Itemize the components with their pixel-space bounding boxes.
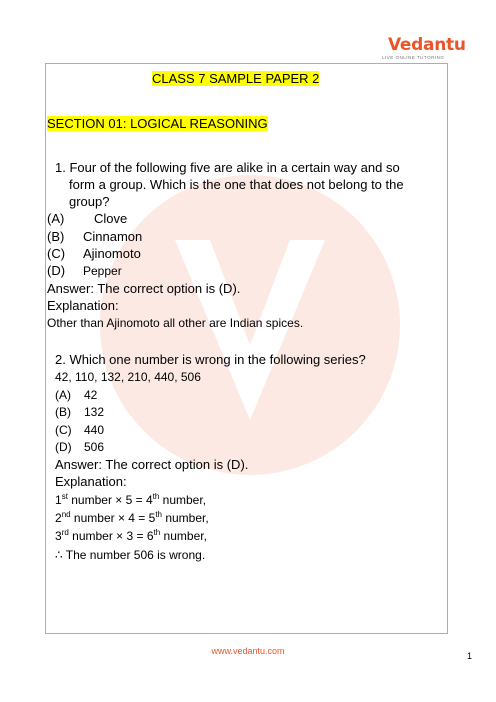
footer-url: www.vedantu.com: [211, 646, 285, 656]
paper-title: CLASS 7 SAMPLE PAPER 2: [152, 71, 320, 86]
q2-line1: 2. Which one number is wrong in the following series?: [55, 352, 366, 367]
vedantu-logo: Vedantu: [388, 35, 466, 55]
q2-option-c: (C) 440: [55, 423, 105, 437]
q1-explanation: Other than Ajinomoto all other are Indian spices.: [47, 316, 304, 330]
q1-answer: Answer: The correct option is (D).: [47, 281, 241, 296]
page-number: 1: [467, 651, 473, 661]
q1-line3: group?: [69, 194, 110, 209]
q2-answer: Answer: The correct option is (D).: [55, 457, 249, 472]
q1-explanation-label: Explanation:: [47, 298, 119, 313]
logo-tagline: LIVE ONLINE TUTORING: [382, 55, 445, 60]
q1-option-b: (B) Cinnamon: [47, 229, 143, 244]
q2-option-b: (B) 132: [55, 405, 105, 419]
section-heading: SECTION 01: LOGICAL REASONING: [47, 116, 268, 131]
q1-option-a: (A) Clove: [47, 211, 128, 226]
q2-option-d: (D) 506: [55, 440, 105, 454]
q1-option-d: (D) Pepper: [47, 263, 122, 278]
q1-option-c: (C) Ajinomoto: [47, 246, 141, 261]
q2-explanation-label: Explanation:: [55, 474, 127, 489]
q1-line2: form a group. Which is the one that does not belong to the: [69, 177, 404, 192]
q2-conclusion: ∴ The number 506 is wrong.: [55, 548, 206, 562]
q2-option-a: (A) 42: [55, 388, 98, 402]
q2-explanation-line-3: 3rd number × 3 = 6th number,: [55, 528, 207, 543]
q1-line1: 1. Four of the following five are alike in a certain way and so: [55, 160, 400, 175]
q2-explanation-line-1: 1st number × 5 = 4th number,: [55, 492, 207, 507]
q2-explanation-line-2: 2nd number × 4 = 5th number,: [55, 510, 209, 525]
q2-series: 42, 110, 132, 210, 440, 506: [55, 370, 201, 384]
